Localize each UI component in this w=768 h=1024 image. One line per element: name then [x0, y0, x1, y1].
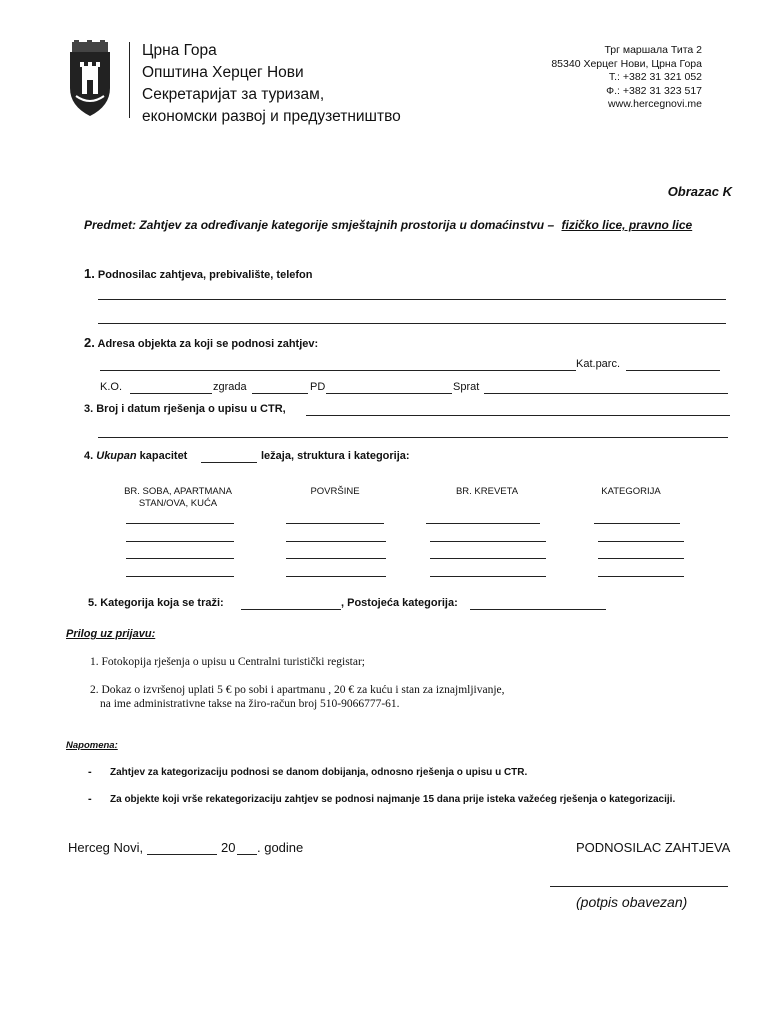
col-header-area: POVRŠINE [310, 486, 360, 497]
header-line: економски развој и предузетништво [142, 108, 401, 125]
table-cell-line[interactable] [126, 576, 234, 577]
address-line: Трг маршала Тита 2 [604, 44, 702, 56]
table-cell-line[interactable] [598, 576, 684, 577]
ko-line[interactable] [130, 393, 212, 394]
year-line[interactable] [237, 854, 257, 855]
item-number: 4. [84, 450, 94, 462]
subject-text: Predmet: Zahtjev za određivanje kategorije smještajnih prostorija u domaćinstvu – [84, 218, 555, 232]
table-cell-line[interactable] [126, 558, 234, 559]
item-text: Podnosilac zahtjeva, prebivalište, telefon [97, 269, 313, 281]
item-5-label-a: 5. Kategorija koja se traži: [88, 597, 224, 609]
col-header-category: KATEGORIJA [601, 486, 661, 497]
item-number: 1. [84, 266, 95, 281]
address-object-line[interactable] [100, 370, 576, 371]
sprat-label: Sprat [453, 381, 480, 393]
col-header-units [118, 486, 238, 510]
item-1-label [84, 266, 312, 281]
katparc-label: Kat.parc. [576, 358, 621, 370]
header-divider [129, 42, 130, 118]
item-text: kapacitet [139, 450, 188, 462]
address-line: 85340 Херцег Нови, Црна Гора [551, 57, 702, 70]
item-text: Adresa objekta za koji se podnosi zahtjev: [97, 338, 319, 350]
zgrada-line[interactable] [252, 393, 308, 394]
year-prefix: 20 [221, 840, 236, 855]
table-cell-line[interactable] [126, 523, 234, 524]
ctr-line-2[interactable] [98, 437, 728, 438]
signature-line[interactable] [550, 886, 728, 887]
applicant-title: PODNOSILAC ZAHTJEVA [576, 840, 731, 855]
attachment-line: na ime administrativne takse na žiro-račun broj 510-9066777-61. [100, 698, 400, 710]
signature-note: (potpis obavezan) [576, 894, 688, 910]
header-line: Општина Херцег Нови [142, 64, 304, 81]
header-institution [142, 40, 401, 128]
table-cell-line[interactable] [286, 558, 386, 559]
requested-category-line[interactable] [241, 609, 341, 610]
note-item-2: Za objekte koji vrše rekategorizaciju zahtjev se podnosi najmanje 15 dana prije isteka važećeg rješenja o kategorizaciji. [110, 794, 676, 805]
col-header-line: BR. SOBA, APARTMANA [124, 486, 232, 497]
attachment-item-1: 1. Fotokopija rješenja o upisu u Centralni turistički registar; [90, 656, 365, 668]
table-cell-line[interactable] [286, 541, 386, 542]
godine-label: . godine [257, 840, 304, 855]
address-line: Т.: +382 31 321 052 [608, 71, 702, 83]
address-line: www.hercegnovi.me [608, 98, 702, 110]
item-4-rest: ležaja, struktura i kategorija: [261, 450, 410, 462]
place-label: Herceg Novi, [68, 840, 144, 855]
table-cell-line[interactable] [426, 523, 540, 524]
attachment-item-2 [90, 683, 505, 711]
item-4-label [84, 450, 187, 462]
item-number: 2. [84, 335, 95, 350]
item-2-label [84, 335, 318, 350]
sprat-line[interactable] [484, 393, 728, 394]
zgrada-label: zgrada [213, 381, 247, 393]
capacity-line[interactable] [201, 462, 257, 463]
col-header-line: STAN/OVA, KUĆA [138, 498, 218, 509]
table-cell-line[interactable] [286, 576, 386, 577]
applicant-line-2[interactable] [98, 323, 726, 324]
attachments-title: Prilog uz prijavu: [66, 628, 156, 640]
ko-label: K.O. [100, 381, 123, 393]
notes-title: Napomena: [66, 740, 118, 751]
subject-options: fizičko lice, pravno lice [561, 218, 693, 232]
note-dash-2: - [88, 793, 92, 805]
ctr-line-1[interactable] [306, 415, 730, 416]
table-cell-line[interactable] [594, 523, 680, 524]
address-line: Ф.: +382 31 323 517 [606, 84, 702, 97]
item-text-italic: Ukupan [96, 450, 137, 462]
table-cell-line[interactable] [430, 541, 546, 542]
table-cell-line[interactable] [430, 558, 546, 559]
header-line: Секретаријат за туризам, [142, 86, 325, 103]
table-cell-line[interactable] [598, 541, 684, 542]
applicant-line-1[interactable] [98, 299, 726, 300]
table-cell-line[interactable] [598, 558, 684, 559]
header-line: Црна Гора [142, 42, 217, 59]
col-header-beds: BR. KREVETA [455, 486, 519, 497]
form-code: Obrazac K [667, 184, 732, 199]
header-address [551, 44, 702, 112]
attachment-line: 2. Dokaz o izvršenoj uplati 5 € po sobi i apartmanu , 20 € za kuću i stan za iznajmljivanje, [90, 684, 505, 696]
coat-of-arms-logo [62, 40, 118, 118]
pd-line[interactable] [326, 393, 452, 394]
table-cell-line[interactable] [286, 523, 384, 524]
form-subject [84, 218, 692, 232]
date-line[interactable] [147, 854, 217, 855]
existing-category-line[interactable] [470, 609, 606, 610]
item-3-label: 3. Broj i datum rješenja o upisu u CTR, [84, 403, 286, 415]
table-cell-line[interactable] [430, 576, 546, 577]
katparc-line[interactable] [626, 370, 720, 371]
note-item-1: Zahtjev za kategorizaciju podnosi se danom dobijanja, odnosno rješenja o upisu u CTR. [110, 767, 528, 778]
table-cell-line[interactable] [126, 541, 234, 542]
pd-label: PD [310, 381, 326, 393]
note-dash-1: - [88, 766, 92, 778]
item-5-label-b: , Postojeća kategorija: [341, 597, 458, 609]
